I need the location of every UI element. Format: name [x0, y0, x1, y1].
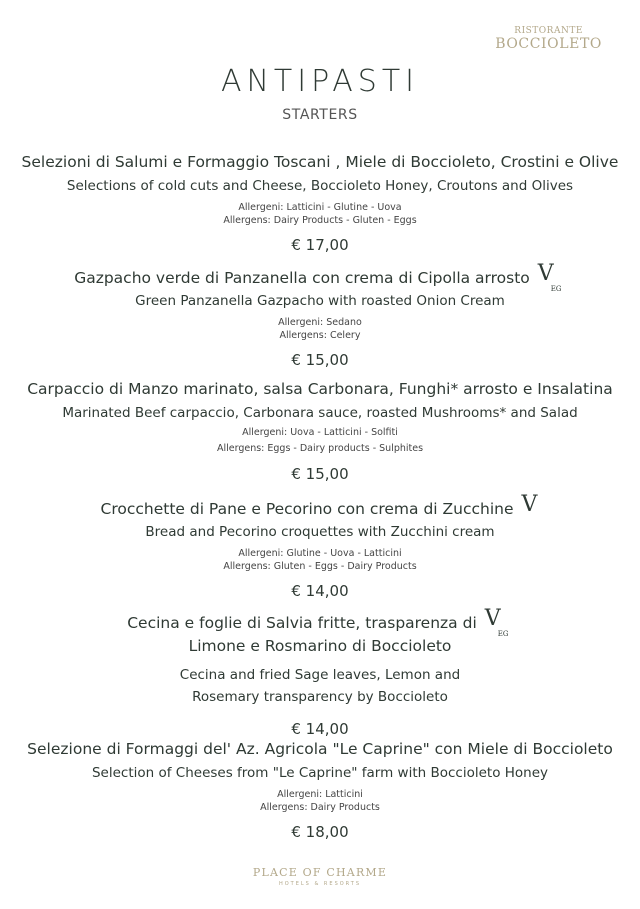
item-name-line2: Limone e Rosmarino di Boccioleto	[188, 637, 452, 655]
item-allergeni: Allergeni: Sedano	[278, 317, 362, 328]
item-name: Crocchette di Pane e Pecorino con crema di Zucchine	[100, 500, 514, 518]
menu-item	[0, 261, 640, 369]
footer-brand: PLACE OF CHARME	[252, 866, 388, 879]
item-name: Carpaccio di Manzo marinato, salsa Carbonara, Funghi* arrosto e Insalatina	[27, 380, 613, 398]
logo-name: BOCCIOLETO	[495, 36, 602, 52]
logo-small-text: RISTORANTE	[514, 26, 583, 36]
veg-icon: V EG	[537, 261, 562, 293]
item-price: € 17,00	[291, 236, 349, 254]
item-price: € 15,00	[291, 465, 349, 483]
item-name: Selezione di Formaggi del' Az. Agricola "Le Caprine" con Miele di Boccioleto	[27, 740, 613, 758]
item-allergens: Allergens: Eggs - Dairy products - Sulphites	[216, 443, 424, 454]
footer-tagline: HOTELS & RESORTS	[278, 881, 362, 887]
item-english: Marinated Beef carpaccio, Carbonara sauce, roasted Mushrooms* and Salad	[62, 405, 578, 421]
item-allergeni: Allergeni: Glutine - Uova - Latticini	[238, 548, 402, 559]
veg-icon: V	[521, 492, 538, 517]
menu-item	[0, 606, 640, 738]
restaurant-logo	[495, 26, 602, 52]
item-english: Green Panzanella Gazpacho with roasted Onion Cream	[135, 293, 505, 309]
menu-item	[0, 151, 640, 254]
page-subtitle: STARTERS	[282, 107, 358, 123]
item-english: Bread and Pecorino croquettes with Zucchini cream	[145, 524, 495, 540]
item-name: Gazpacho verde di Panzanella con crema di Cipolla arrosto	[74, 269, 530, 287]
item-allergeni: Allergeni: Latticini - Glutine - Uova	[238, 202, 402, 213]
footer-logo	[0, 866, 640, 887]
item-price: € 15,00	[291, 351, 349, 369]
item-allergens: Allergens: Celery	[279, 330, 361, 341]
item-english-line1: Cecina and fried Sage leaves, Lemon and	[179, 667, 461, 683]
item-english-line2: Rosemary transparency by Boccioleto	[192, 689, 448, 705]
item-english: Selection of Cheeses from "Le Caprine" farm with Boccioleto Honey	[91, 765, 549, 781]
item-allergeni: Allergeni: Uova - Latticini - Solfiti	[242, 427, 398, 438]
item-price: € 14,00	[291, 720, 349, 738]
item-name: Selezioni di Salumi e Formaggio Toscani , Miele di Boccioleto, Crostini e Olive	[21, 153, 619, 171]
item-english: Selections of cold cuts and Cheese, Boccioleto Honey, Croutons and Olives	[66, 178, 574, 194]
item-allergens: Allergens: Dairy Products - Gluten - Eggs	[223, 215, 417, 226]
item-price: € 18,00	[291, 823, 349, 841]
item-allergens: Allergens: Gluten - Eggs - Dairy Products	[223, 561, 417, 572]
item-allergeni: Allergeni: Latticini	[277, 789, 363, 800]
veg-icon: V EG	[484, 606, 509, 638]
page-title: ANTIPASTI	[220, 64, 420, 99]
item-name-line1: Cecina e foglie di Salvia fritte, trasparenza di	[127, 614, 477, 632]
menu-item	[0, 492, 640, 600]
menu-item	[0, 738, 640, 841]
item-allergens: Allergens: Dairy Products	[260, 802, 380, 813]
menu-item	[0, 378, 640, 483]
item-price: € 14,00	[291, 582, 349, 600]
